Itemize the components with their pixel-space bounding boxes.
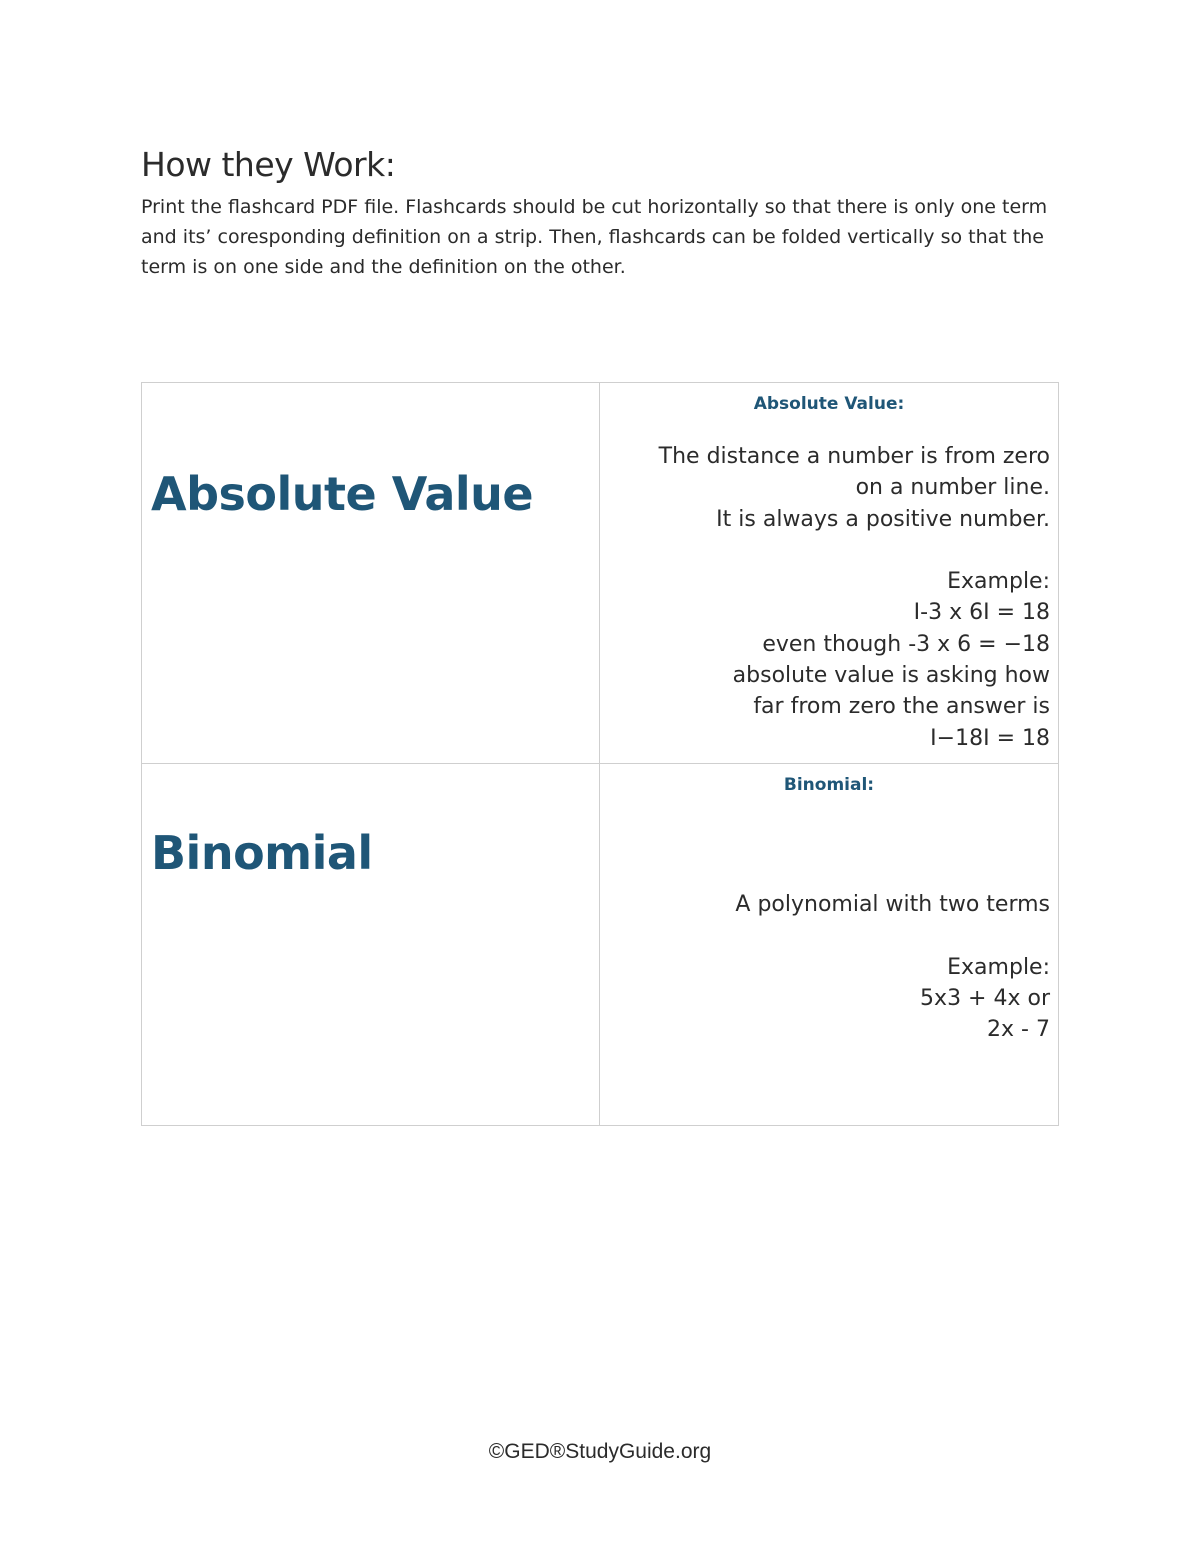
definition-line: The distance a number is from zero [658,444,1050,469]
definition-line: It is always a positive number. [716,506,1050,532]
definition-body [735,889,1050,1045]
definition-line: absolute value is asking how [732,663,1050,689]
definition-title: Binomial: [783,775,875,795]
definition-body [659,441,1050,754]
definition-line: I-3 x 6I = 18 [913,600,1050,626]
definition-line: on a number line. [855,475,1050,501]
definition-cell [599,764,1059,1126]
definition-cell [599,383,1059,764]
definition-line: A polynomial with two terms [735,892,1050,917]
definition-line: I−18I = 18 [930,725,1050,751]
definition-line: Example: [947,954,1050,980]
copyright-footer: ©GED®StudyGuide.org [488,1440,712,1463]
term-cell [142,383,600,764]
instructions-paragraph: Print the flashcard PDF file. Flashcards should be cut horizontally so that there is only one term and its’ coresponding definition on a strip. Then, flashcards can be folded vertically so that the term is on one side and the definition on the other. [141,196,1048,278]
definition-line: even though -3 x 6 = −18 [762,631,1050,657]
definition-spacer [659,535,1050,566]
definition-line: far from zero the answer is [753,694,1050,720]
definition-line: 5x3 + 4x or [920,985,1050,1011]
definition-title: Absolute Value: [753,394,905,414]
term-label: Absolute Value [151,467,534,521]
definition-spacer [735,920,1050,951]
page-title: How they Work: [141,145,396,184]
flashcard-row [142,383,1059,764]
term-label: Binomial [151,826,373,880]
term-cell [142,764,600,1126]
flashcard-row [142,764,1059,1126]
flashcard-table [141,382,1059,1126]
definition-line: Example: [947,569,1050,595]
definition-line: 2x - 7 [987,1017,1050,1043]
